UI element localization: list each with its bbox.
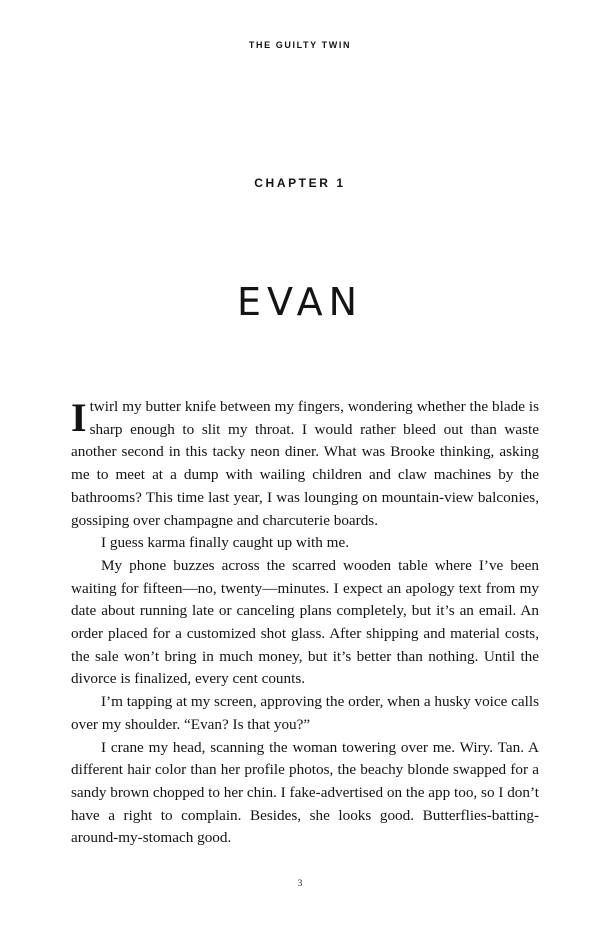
drop-cap: I: [71, 395, 87, 440]
body-text: [71, 396, 539, 850]
paragraph-4: I’m tapping at my screen, approving the order, when a husky voice calls over my shoulder. “Evan? Is that you?”: [71, 693, 540, 733]
chapter-label: CHAPTER 1: [254, 176, 346, 190]
paragraph-5: I crane my head, scanning the woman towering over me. Wiry. Tan. A different hair color than her profile photos, the beachy blonde swapped for a sandy brown chopped to her chin. I fake-advertised on the app too, so I don’t have a right to complain. Besides, she looks good. Butterflies-batting-around-my-stomach good.: [71, 738, 539, 847]
paragraph-1: [71, 396, 539, 532]
paragraph-3: My phone buzzes across the scarred wooden table where I’ve been waiting for fifteen—no, twenty—minutes. I expect an apology text from my date about running late or canceling plans completely, but it’s an email. An order placed for a customized shot glass. After shipping and material costs, the sale won’t bring in much money, but it’s better than nothing. Until the divorce is finalized, every cent counts.: [71, 556, 539, 688]
paragraph-1-text: twirl my butter knife between my fingers, wondering whether the blade is sharp enough to slit my throat. I would rather bleed out than waste another second in this tacky neon diner. What was Brooke thinking, asking me to meet at a dump with wailing children and claw machines by the bathrooms? This time last year, I was lounging on mountain-view balconies, gossiping over champagne and charcuterie boards.: [71, 398, 539, 529]
running-head: THE GUILTY TWIN: [248, 40, 352, 50]
page-number: 3: [297, 878, 303, 888]
chapter-title: EVAN: [237, 280, 363, 324]
paragraph-2: I guess karma finally caught up with me.: [101, 534, 349, 552]
